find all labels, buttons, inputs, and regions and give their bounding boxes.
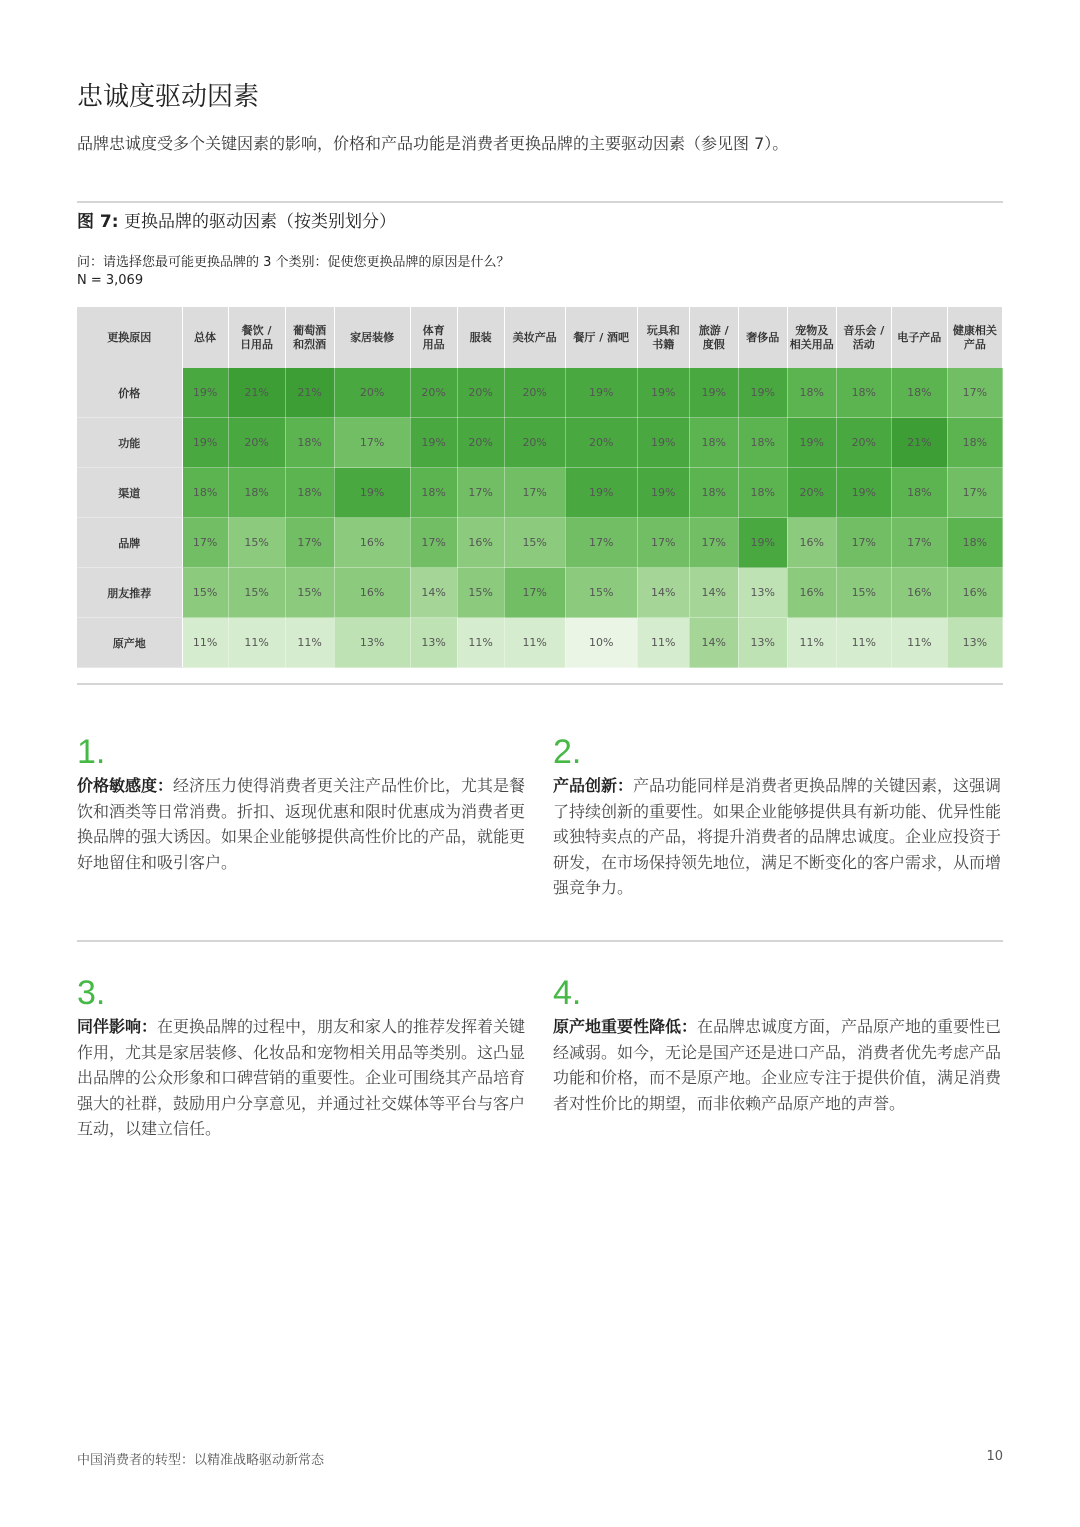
heatmap-cell: 17% <box>504 568 565 618</box>
heatmap-column-header: 奢侈品 <box>738 307 787 368</box>
point-number: 4. <box>553 974 582 1012</box>
heatmap-column-header: 电子产品 <box>891 307 947 368</box>
heatmap-cell: 11% <box>457 618 504 668</box>
heatmap-cell: 16% <box>947 568 1002 618</box>
heatmap-cell: 19% <box>787 418 836 468</box>
heatmap-cell: 21% <box>228 368 285 418</box>
heatmap-row <box>77 468 1003 518</box>
heatmap-cell: 16% <box>787 518 836 568</box>
heatmap-cell: 17% <box>182 518 228 568</box>
heatmap-column-header: 家居装修 <box>334 307 410 368</box>
heatmap-row-label: 功能 <box>77 418 182 468</box>
heatmap-row-label: 价格 <box>77 368 182 418</box>
heatmap-cell: 20% <box>457 418 504 468</box>
heatmap-cell: 11% <box>836 618 891 668</box>
point-number: 3. <box>77 974 106 1012</box>
heatmap-cell: 18% <box>738 418 787 468</box>
figure-label: 图 7: <box>77 212 119 232</box>
heatmap-column-header: 餐饮 / 日用品 <box>228 307 285 368</box>
point-3 <box>77 974 527 1142</box>
heatmap-cell: 19% <box>334 468 410 518</box>
point-1 <box>77 733 527 875</box>
heatmap-cell: 17% <box>947 468 1002 518</box>
point-text: 产品功能同样是消费者更换品牌的关键因素，这强调了持续创新的重要性。如果企业能够提供具有新功能、优异性能或独特卖点的产品，将提升消费者的品牌忠诚度。企业应投资于研发，在市场保持领先地位，满足不断变化的客户需求，从而增强竞争力。 <box>553 776 1002 897</box>
heatmap-row-label: 渠道 <box>77 468 182 518</box>
heatmap-header-row <box>77 307 1003 368</box>
heatmap-cell: 11% <box>285 618 334 668</box>
heatmap-column-header: 葡萄酒 和烈酒 <box>285 307 334 368</box>
heatmap-cell: 19% <box>738 518 787 568</box>
heatmap-cell: 17% <box>947 368 1002 418</box>
heatmap-cell: 13% <box>738 618 787 668</box>
heatmap-body <box>77 368 1003 668</box>
heatmap-cell: 11% <box>637 618 689 668</box>
heatmap-column-header: 总体 <box>182 307 228 368</box>
heatmap-column-header: 餐厅 / 酒吧 <box>565 307 637 368</box>
heatmap-cell: 14% <box>637 568 689 618</box>
point-heading: 产品创新： <box>553 776 634 795</box>
heatmap-cell: 18% <box>947 518 1002 568</box>
footer-title: 中国消费者的转型：以精准战略驱动新常态 <box>77 1453 325 1468</box>
heatmap-cell: 19% <box>689 368 738 418</box>
point-heading: 同伴影响： <box>77 1017 158 1036</box>
heatmap-cell: 20% <box>457 368 504 418</box>
heatmap-cell: 16% <box>787 568 836 618</box>
heatmap-cell: 15% <box>504 518 565 568</box>
point-number: 1. <box>77 733 106 771</box>
heatmap-cell: 18% <box>285 468 334 518</box>
heatmap-cell: 18% <box>182 468 228 518</box>
heatmap-cell: 17% <box>457 468 504 518</box>
heatmap-cell: 20% <box>228 418 285 468</box>
heatmap-cell: 18% <box>689 468 738 518</box>
heatmap-cell: 19% <box>410 418 457 468</box>
heatmap-cell: 21% <box>285 368 334 418</box>
heatmap-cell: 14% <box>410 568 457 618</box>
heatmap-cell: 13% <box>410 618 457 668</box>
heatmap-cell: 13% <box>334 618 410 668</box>
heatmap-cell: 21% <box>891 418 947 468</box>
heatmap-column-header: 美妆产品 <box>504 307 565 368</box>
heatmap-cell: 17% <box>285 518 334 568</box>
heatmap-cell: 11% <box>228 618 285 668</box>
heatmap-cell: 19% <box>182 418 228 468</box>
heatmap-cell: 18% <box>689 418 738 468</box>
heatmap-column-header: 健康相关 产品 <box>947 307 1002 368</box>
figure-title-text: 更换品牌的驱动因素（按类别划分） <box>118 212 396 232</box>
heatmap-column-header: 音乐会 / 活动 <box>836 307 891 368</box>
heatmap-cell: 16% <box>334 518 410 568</box>
heatmap-cell: 18% <box>285 418 334 468</box>
heatmap-cell: 20% <box>334 368 410 418</box>
heatmap-row-label: 朋友推荐 <box>77 568 182 618</box>
heatmap-cell: 19% <box>565 368 637 418</box>
heatmap-row <box>77 518 1003 568</box>
point-body <box>553 1014 1003 1116</box>
point-body <box>553 773 1003 901</box>
heatmap-cell: 19% <box>565 468 637 518</box>
point-body <box>77 773 527 875</box>
heatmap-cell: 19% <box>637 418 689 468</box>
heatmap-column-header: 体育 用品 <box>410 307 457 368</box>
heatmap-cell: 18% <box>836 368 891 418</box>
heatmap-row <box>77 618 1003 668</box>
heatmap-row <box>77 368 1003 418</box>
heatmap-cell: 13% <box>738 568 787 618</box>
heatmap-cell: 13% <box>947 618 1002 668</box>
heatmap-column-header: 宠物及 相关用品 <box>787 307 836 368</box>
heatmap-cell: 16% <box>891 568 947 618</box>
heatmap-cell: 15% <box>182 568 228 618</box>
heatmap-cell: 15% <box>565 568 637 618</box>
heatmap-cell: 17% <box>637 518 689 568</box>
heatmap-cell: 17% <box>334 418 410 468</box>
heatmap-column-header: 旅游 / 度假 <box>689 307 738 368</box>
question-text: 问：请选择您最可能更换品牌的 3 个类别：促使您更换品牌的原因是什么？ <box>77 255 510 270</box>
heatmap-cell: 17% <box>891 518 947 568</box>
heatmap-cell: 18% <box>947 418 1002 468</box>
divider-middle <box>77 940 1003 942</box>
heatmap-cell: 17% <box>836 518 891 568</box>
heatmap-cell: 11% <box>787 618 836 668</box>
heatmap-cell: 20% <box>504 418 565 468</box>
heatmap-cell: 20% <box>504 368 565 418</box>
heatmap-cell: 10% <box>565 618 637 668</box>
heatmap-cell: 15% <box>285 568 334 618</box>
heatmap-cell: 14% <box>689 618 738 668</box>
point-text: 在更换品牌的过程中，朋友和家人的推荐发挥着关键作用，尤其是家居装修、化妆品和宠物相关用品等类别。这凸显出品牌的公众形象和口碑营销的重要性。企业可围绕其产品培育强大的社群，鼓励用户分享意见，并通过社交媒体等平台与客户互动，以建立信任。 <box>77 1017 526 1138</box>
heatmap-cell: 15% <box>228 568 285 618</box>
figure-title <box>77 207 396 232</box>
heatmap-cell: 18% <box>228 468 285 518</box>
heatmap-cell: 18% <box>891 368 947 418</box>
heatmap-cell: 19% <box>836 468 891 518</box>
heatmap-row <box>77 418 1003 468</box>
heatmap-cell: 18% <box>738 468 787 518</box>
point-heading: 价格敏感度： <box>77 776 174 795</box>
sample-size: N = 3,069 <box>77 273 144 288</box>
point-4 <box>553 974 1003 1116</box>
divider-top <box>77 201 1003 203</box>
point-number: 2. <box>553 733 582 771</box>
page-title: 忠诚度驱动因素 <box>77 82 260 112</box>
heatmap-cell: 20% <box>787 468 836 518</box>
divider-table-bottom <box>77 683 1003 685</box>
heatmap-corner-header: 更换原因 <box>77 307 182 368</box>
heatmap-cell: 11% <box>504 618 565 668</box>
heatmap-cell: 19% <box>637 468 689 518</box>
heatmap-cell: 18% <box>410 468 457 518</box>
heatmap-cell: 18% <box>787 368 836 418</box>
heatmap-cell: 11% <box>182 618 228 668</box>
point-text: 经济压力使得消费者更关注产品性价比，尤其是餐饮和酒类等日常消费。折扣、返现优惠和限时优惠成为消费者更换品牌的强大诱因。如果企业能够提供高性价比的产品，就能更好地留住和吸引客户。 <box>77 776 526 872</box>
heatmap-table <box>77 307 1003 668</box>
heatmap-cell: 20% <box>410 368 457 418</box>
heatmap-row-label: 品牌 <box>77 518 182 568</box>
heatmap-cell: 17% <box>565 518 637 568</box>
heatmap-cell: 20% <box>836 418 891 468</box>
heatmap-cell: 19% <box>637 368 689 418</box>
survey-question <box>77 254 510 290</box>
heatmap-cell: 15% <box>836 568 891 618</box>
point-text: 在品牌忠诚度方面，产品原产地的重要性已经减弱。如今，无论是国产还是进口产品，消费者优先考虑产品功能和价格，而不是原产地。企业应专注于提供价值，满足消费者对性价比的期望，而非依赖产品原产地的声誉。 <box>553 1017 1002 1113</box>
point-2 <box>553 733 1003 901</box>
heatmap-column-header: 服装 <box>457 307 504 368</box>
point-heading: 原产地重要性降低： <box>553 1017 698 1036</box>
heatmap-cell: 16% <box>334 568 410 618</box>
point-body <box>77 1014 527 1142</box>
heatmap-row-label: 原产地 <box>77 618 182 668</box>
heatmap-cell: 11% <box>891 618 947 668</box>
heatmap-cell: 18% <box>891 468 947 518</box>
heatmap-cell: 19% <box>738 368 787 418</box>
heatmap-cell: 17% <box>689 518 738 568</box>
heatmap-cell: 14% <box>689 568 738 618</box>
heatmap-cell: 15% <box>228 518 285 568</box>
heatmap-row <box>77 568 1003 618</box>
heatmap-cell: 19% <box>182 368 228 418</box>
page-number: 10 <box>986 1449 1003 1464</box>
heatmap-cell: 15% <box>457 568 504 618</box>
intro-paragraph: 品牌忠诚度受多个关键因素的影响，价格和产品功能是消费者更换品牌的主要驱动因素（参见图 7）。 <box>77 134 789 153</box>
heatmap-cell: 20% <box>565 418 637 468</box>
heatmap-cell: 17% <box>504 468 565 518</box>
heatmap-column-header: 玩具和 书籍 <box>637 307 689 368</box>
heatmap-cell: 17% <box>410 518 457 568</box>
heatmap-cell: 16% <box>457 518 504 568</box>
